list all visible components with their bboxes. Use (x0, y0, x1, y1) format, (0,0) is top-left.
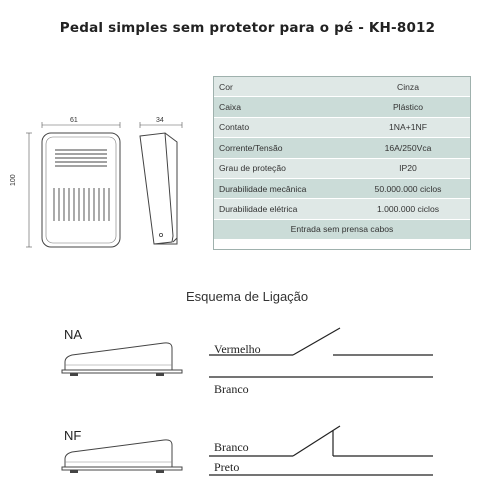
width-dimension: 61 (70, 117, 78, 124)
spec-label: Corrente/Tensão (213, 138, 345, 158)
spec-label: Cor (213, 77, 345, 97)
spec-row (213, 199, 471, 219)
spec-label: Durabilidade mecânica (213, 178, 345, 198)
na-label: NA (64, 327, 83, 342)
nf-label: NF (64, 428, 82, 443)
spec-table (213, 76, 471, 239)
wiring-title: Esquema de Ligação (186, 289, 309, 304)
pedal-front-view-drawing (24, 120, 134, 250)
spec-label: Durabilidade elétrica (213, 199, 345, 219)
pedal-side-view-drawing (133, 120, 189, 250)
spec-row (213, 178, 471, 198)
spec-label: Grau de proteção (213, 158, 345, 178)
nf-wire-top-label: Branco (214, 440, 249, 454)
spec-row (213, 138, 471, 158)
page-title: Pedal simples sem protetor para o pé - KH-8012 (59, 20, 436, 36)
spec-value: 16A/250Vca (345, 138, 471, 158)
nf-wire-bottom-label: Preto (214, 460, 240, 474)
spec-value: 50.000.000 ciclos (345, 178, 471, 198)
spec-row (213, 117, 471, 137)
na-switch-diagram (205, 325, 440, 380)
pedal-na-icon (60, 340, 185, 380)
spec-footer-row (213, 219, 471, 239)
depth-dimension: 34 (156, 117, 164, 124)
spec-row (213, 97, 471, 117)
spec-label: Caixa (213, 97, 345, 117)
spec-footer: Entrada sem prensa cabos (213, 219, 471, 239)
nf-switch-diagram (205, 422, 440, 477)
spec-value: Plástico (345, 97, 471, 117)
spec-value: Cinza (345, 77, 471, 97)
spec-label: Contato (213, 117, 345, 137)
spec-row (213, 77, 471, 97)
spec-value: 1NA+1NF (345, 117, 471, 137)
spec-value: IP20 (345, 158, 471, 178)
pedal-nf-icon (60, 437, 185, 477)
spec-row (213, 158, 471, 178)
na-wire-top-label: Vermelho (214, 342, 261, 356)
spec-value: 1.000.000 ciclos (345, 199, 471, 219)
na-wire-bottom-label: Branco (214, 382, 249, 396)
height-dimension: 100 (10, 174, 17, 186)
